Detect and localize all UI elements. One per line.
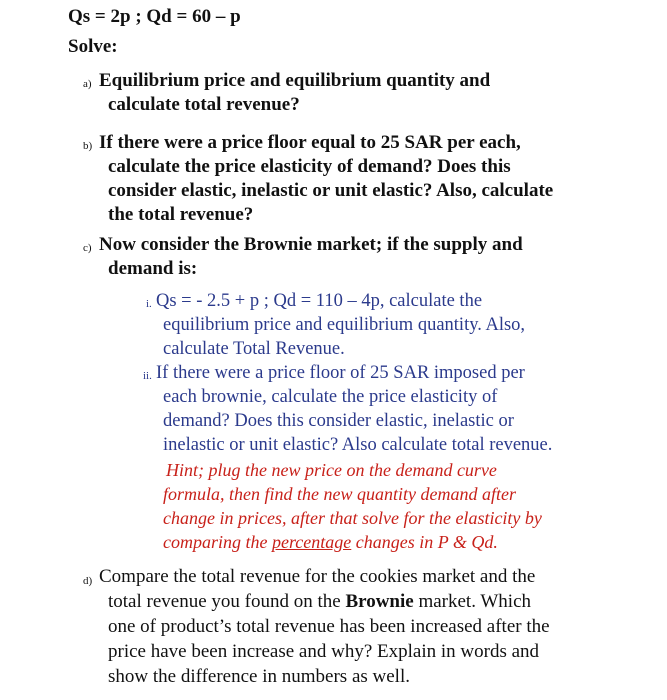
sub-i-line-2: equilibrium price and equilibrium quantity. Also, <box>163 315 526 335</box>
hint-line-4 <box>163 532 498 553</box>
sub-i-line-1: Qs = - 2.5 + p ; Qd = 110 – 4p, calculate the <box>156 291 483 311</box>
question-d-line-1: Compare the total revenue for the cookies market and the <box>99 566 536 587</box>
question-b-marker: b) <box>83 140 93 152</box>
sub-ii-marker: ii. <box>143 370 152 382</box>
sub-i-line-3: calculate Total Revenue. <box>163 339 345 359</box>
question-d-line-2-pre: total revenue you found on the <box>108 591 346 612</box>
sub-ii-line-1: If there were a price floor of 25 SAR imposed per <box>156 363 525 383</box>
equation-line: Qs = 2p ; Qd = 60 – p <box>68 6 241 27</box>
sub-ii-line-4: inelastic or unit elastic? Also calculate total revenue. <box>163 435 553 455</box>
question-d-line-2-post: market. Which <box>413 591 532 612</box>
question-d-bold-word: Brownie <box>345 591 414 612</box>
question-d-line-3: one of product’s total revenue has been increased after the <box>108 616 550 637</box>
solve-heading: Solve: <box>68 36 118 57</box>
hint-line-4-pre: comparing the <box>163 532 272 552</box>
question-b-line-1: If there were a price floor equal to 25 SAR per each, <box>99 132 521 153</box>
hint-underlined-word: percentage <box>271 532 352 552</box>
hint-line-4-post: changes in P & Qd. <box>351 532 498 552</box>
question-c-line-1: Now consider the Brownie market; if the supply and <box>99 234 523 255</box>
question-a-marker: a) <box>83 78 92 90</box>
question-d-marker: d) <box>83 575 93 587</box>
question-b-line-3: consider elastic, inelastic or unit elastic? Also, calculate <box>108 180 554 201</box>
hint-line-2: formula, then find the new quantity demand after <box>163 484 516 504</box>
question-a-line-1: Equilibrium price and equilibrium quantity and <box>99 70 491 91</box>
sub-ii-line-3: demand? Does this consider elastic, inelastic or <box>163 411 514 431</box>
question-c-line-2: demand is: <box>108 258 198 279</box>
question-b-line-2: calculate the price elasticity of demand? Does this <box>108 156 511 177</box>
hint-line-3: change in prices, after that solve for the elasticity by <box>163 508 542 528</box>
question-b-line-4: the total revenue? <box>108 204 254 225</box>
question-c-marker: c) <box>83 242 92 254</box>
sub-i-marker: i. <box>146 298 152 310</box>
sub-ii-line-2: each brownie, calculate the price elasticity of <box>163 387 498 407</box>
question-d-line-2 <box>108 591 531 613</box>
hint-line-1: Hint; plug the new price on the demand curve <box>166 460 497 480</box>
question-a-line-2: calculate total revenue? <box>108 94 300 115</box>
question-d-line-5: show the difference in numbers as well. <box>108 666 410 687</box>
question-d-line-4: price have been increase and why? Explain in words and <box>108 641 540 662</box>
